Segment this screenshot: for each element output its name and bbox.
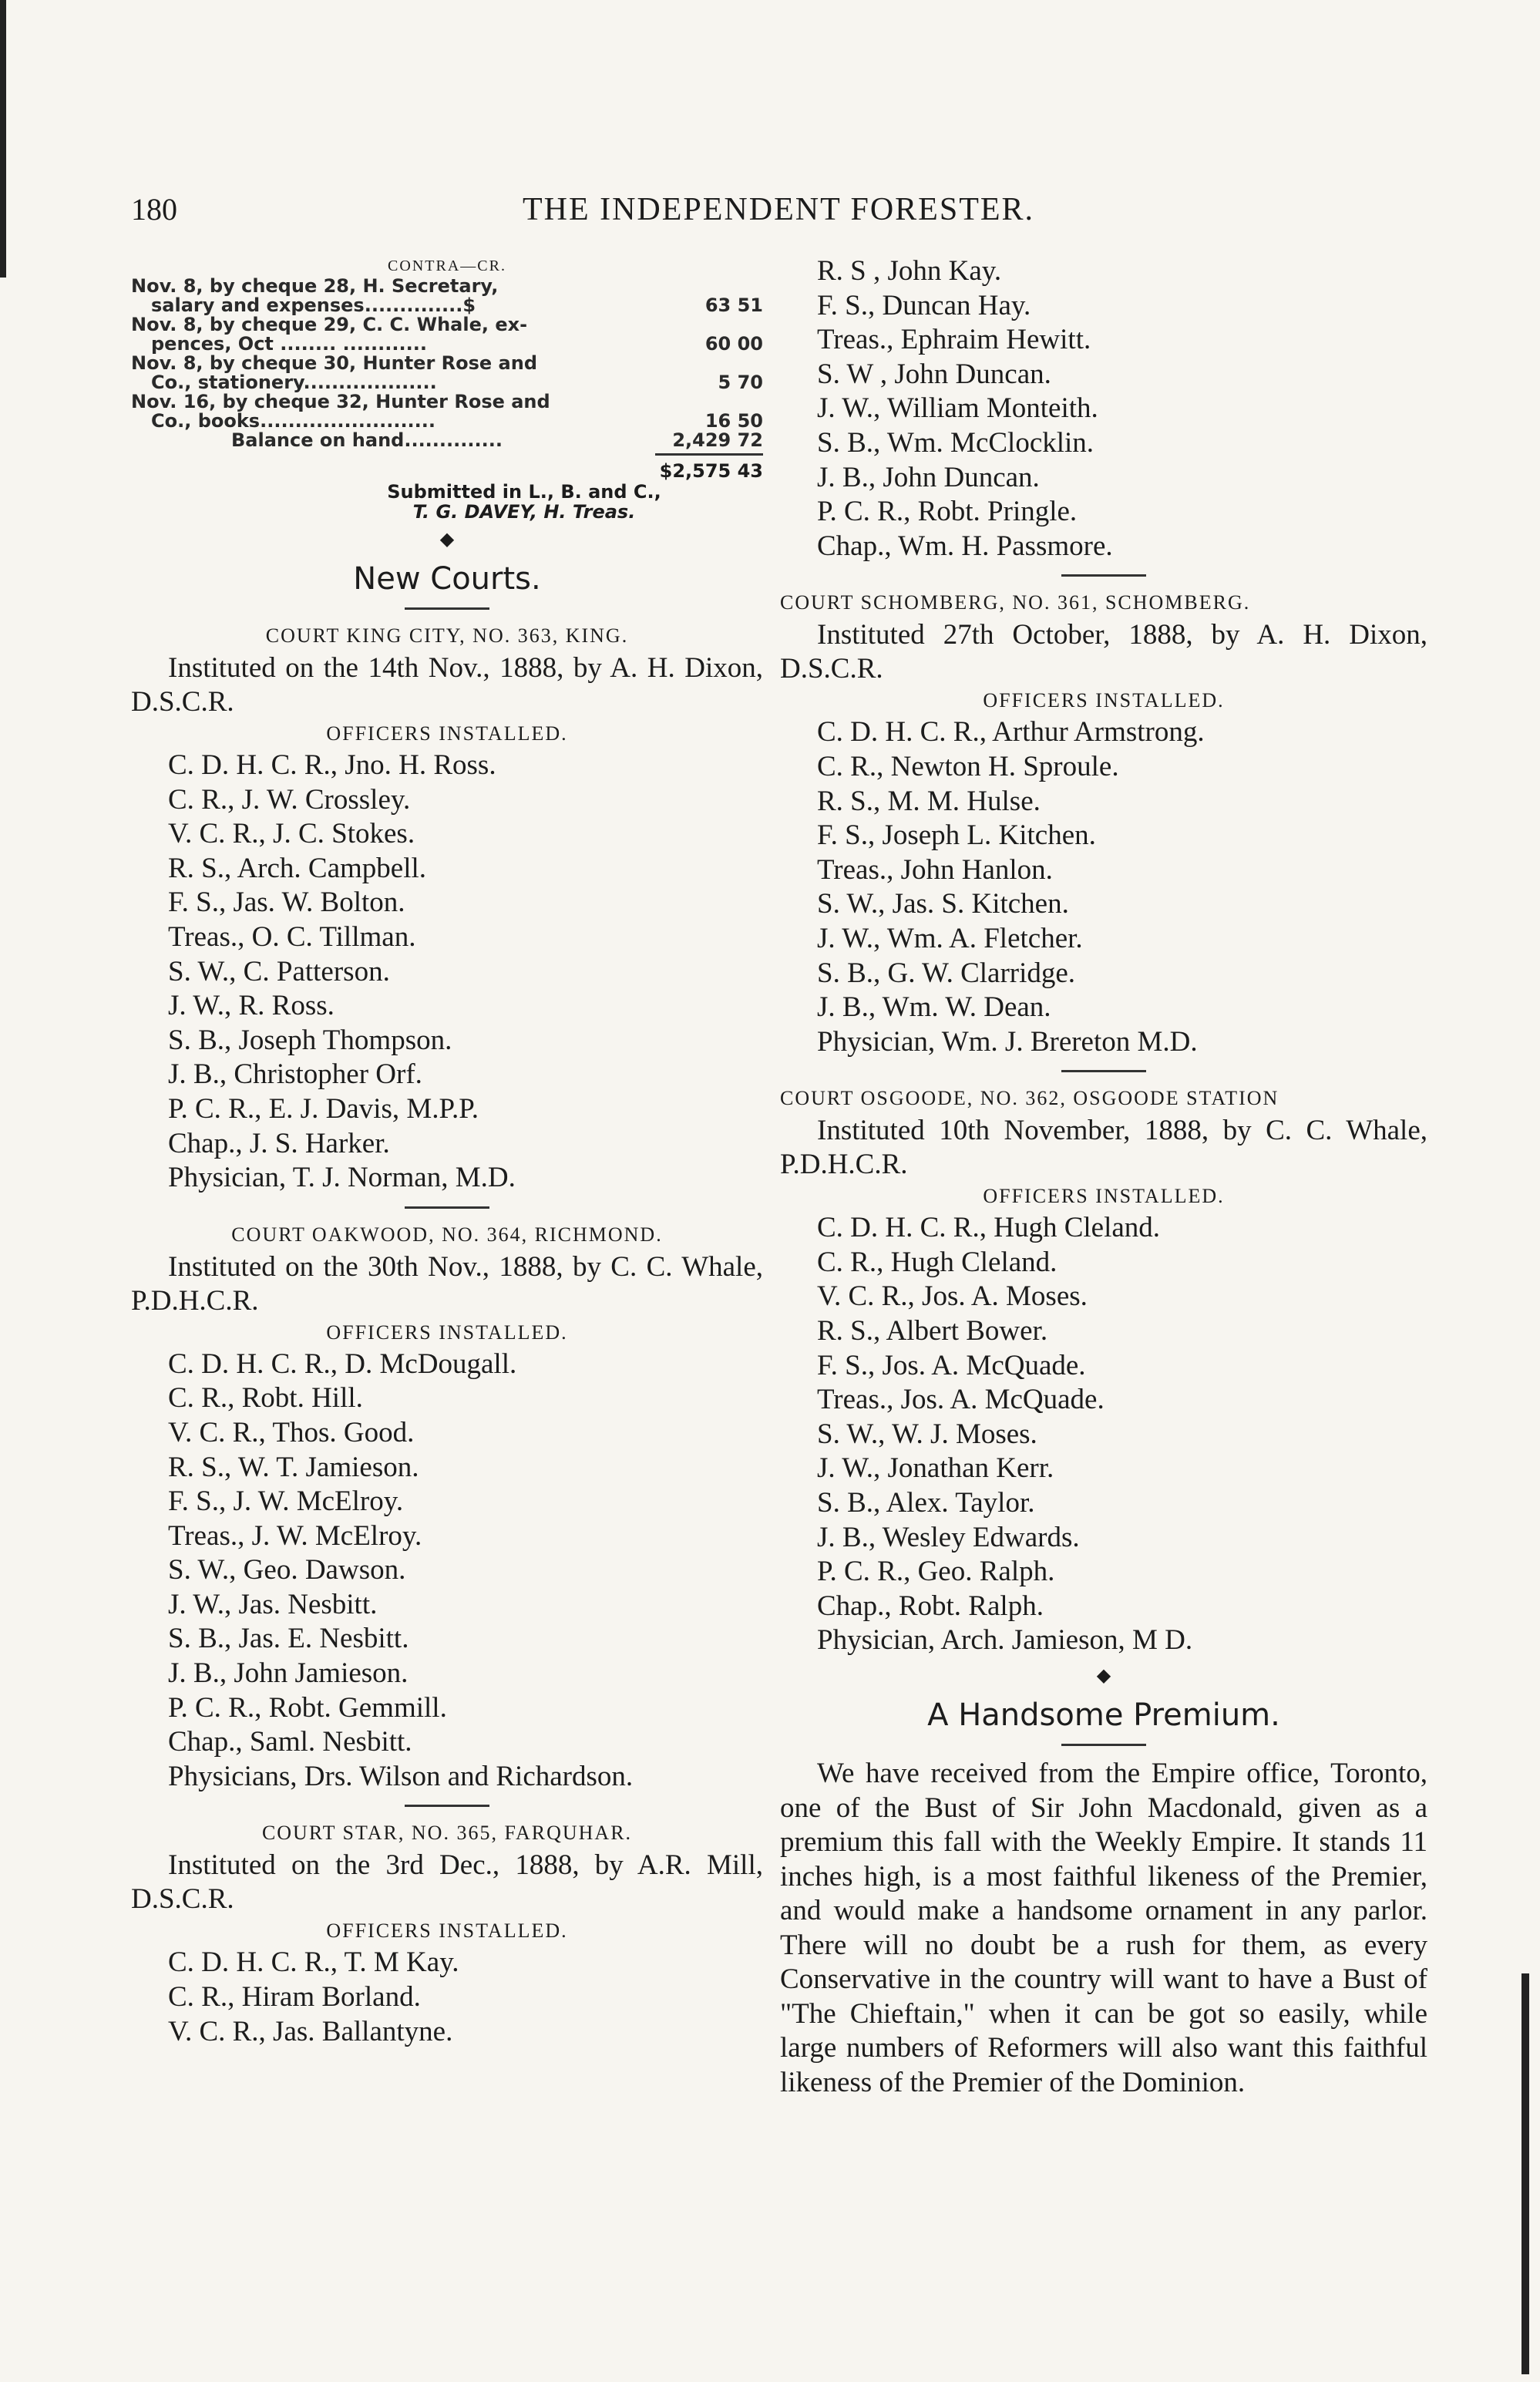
- officer-line: J. W., R. Ross.: [168, 990, 335, 1022]
- officer-line: Treas., O. C. Tillman.: [168, 920, 416, 953]
- court-heading: COURT STAR, NO. 365, FARQUHAR.: [261, 1822, 633, 1845]
- officers-heading: OFFICERS INSTALLED.: [983, 1185, 1225, 1208]
- officer-line: C. R., Hugh Cleland.: [817, 1246, 1057, 1278]
- officer-line: S. W., C. Patterson.: [168, 955, 390, 987]
- instituted-text: Instituted on the 14th Nov., 1888, by A. H. Dixon, D.S.C.R.: [131, 652, 763, 718]
- ledger-text: Co., books.........................: [151, 412, 436, 431]
- ledger-line: [131, 431, 763, 450]
- left-column: [131, 254, 763, 2049]
- officer-line: C. R., Newton H. Sproule.: [817, 750, 1119, 782]
- article-title: A Handsome Premium.: [927, 1697, 1280, 1733]
- ledger-amount: 60 00: [704, 333, 763, 355]
- ledger-text: Co., stationery...................: [151, 373, 437, 392]
- ledger-amount: [647, 392, 763, 412]
- officer-line: J. B., John Duncan.: [817, 461, 1040, 493]
- officer-line: V. C. R., Thos. Good.: [168, 1416, 415, 1448]
- instituted-text: Instituted on the 3rd Dec., 1888, by A.R. Mill, D.S.C.R.: [131, 1849, 763, 1916]
- right-courts: [780, 587, 1427, 1658]
- ledger-line: [131, 315, 763, 335]
- officer-line: Treas., J. W. McElroy.: [168, 1519, 422, 1552]
- officer-line: S. W , John Duncan.: [817, 358, 1051, 390]
- ledger-line: [131, 354, 763, 373]
- contra-heading: CONTRA—CR.: [388, 257, 506, 274]
- ledger-text: pences, Oct ........ ............: [151, 335, 427, 354]
- court-section: [131, 1818, 763, 2049]
- officer-line: C. D. H. C. R., Hugh Cleland.: [817, 1212, 1161, 1244]
- officer-line: P. C. R., Robt. Gemmill.: [168, 1691, 447, 1724]
- officer-line: J. W., Jonathan Kerr.: [817, 1452, 1054, 1485]
- ledger-line: [131, 277, 763, 296]
- officer-line: F. S., J. W. McElroy.: [168, 1485, 404, 1518]
- officer-line: S. B., Wm. McClocklin.: [817, 426, 1094, 459]
- ledger-amount: [647, 354, 763, 373]
- officer-line: J. W., William Monteith.: [817, 392, 1098, 425]
- officer-line: F. S., Duncan Hay.: [817, 289, 1031, 321]
- officer-line: S. B., Jas. E. Nesbitt.: [168, 1623, 409, 1655]
- officer-line: Treas., John Hanlon.: [817, 853, 1053, 886]
- officer-line: S. W., W. J. Moses.: [817, 1418, 1037, 1450]
- instituted-text: Instituted 10th November, 1888, by C. C. Whale, P.D.H.C.R.: [780, 1115, 1427, 1181]
- ledger-line: [131, 373, 763, 392]
- divider-rule: [1061, 1070, 1146, 1072]
- officer-line: R. S., Arch. Campbell.: [168, 852, 427, 884]
- divider-rule: [1061, 1744, 1146, 1746]
- ledger-text: Nov. 8, by cheque 30, Hunter Rose and: [131, 354, 537, 373]
- divider-rule: [1061, 574, 1146, 577]
- court-heading: COURT SCHOMBERG, NO. 361, SCHOMBERG.: [780, 591, 1251, 614]
- ledger-line: [131, 335, 763, 354]
- officer-line: C. R., J. W. Crossley.: [168, 783, 411, 816]
- officer-line: S. B., Alex. Taylor.: [817, 1487, 1035, 1519]
- ledger-text: Nov. 8, by cheque 29, C. C. Whale, ex-: [131, 315, 528, 335]
- court-section: [780, 1083, 1427, 1658]
- court-heading: COURT OAKWOOD, NO. 364, RICHMOND.: [231, 1223, 663, 1246]
- officer-line: Chap., Saml. Nesbitt.: [168, 1726, 412, 1758]
- officer-line: J. W., Wm. A. Fletcher.: [817, 922, 1083, 954]
- officer-line: J. W., Jas. Nesbitt.: [168, 1588, 378, 1620]
- officer-line: R. S., Albert Bower.: [817, 1315, 1048, 1347]
- officer-line: Physicians, Drs. Wilson and Richardson.: [168, 1760, 634, 1792]
- divider-rule: [405, 1805, 489, 1807]
- officer-line: P. C. R., Geo. Ralph.: [817, 1556, 1055, 1588]
- officer-line: V. C. R., Jos. A. Moses.: [817, 1280, 1088, 1313]
- officer-line: C. D. H. C. R., D. McDougall.: [168, 1347, 517, 1380]
- court-heading: COURT KING CITY, NO. 363, KING.: [265, 624, 629, 647]
- officer-line: P. C. R., Robt. Pringle.: [817, 496, 1078, 528]
- ledger-text: Nov. 16, by cheque 32, Hunter Rose and: [131, 392, 550, 412]
- officer-line: Physician, Arch. Jamieson, M D.: [817, 1624, 1193, 1657]
- instituted-text: Instituted 27th October, 1888, by A. H. Dixon, D.S.C.R.: [780, 619, 1427, 685]
- court-heading: COURT OSGOODE, NO. 362, OSGOODE STATION: [780, 1087, 1279, 1110]
- divider-rule: [405, 1206, 489, 1209]
- officer-line: F. S., Jas. W. Bolton.: [168, 887, 405, 919]
- officers-heading: OFFICERS INSTALLED.: [326, 1321, 568, 1344]
- contra-ledger: [131, 277, 763, 450]
- officer-line: S. B., G. W. Clarridge.: [817, 957, 1076, 989]
- page-header: [131, 185, 1426, 239]
- page-number: 180: [131, 192, 177, 227]
- officer-line: J. B., John Jamieson.: [168, 1657, 409, 1690]
- ledger-text: salary and expenses..............$: [151, 296, 476, 315]
- officer-line: Physician, Wm. J. Brereton M.D.: [817, 1025, 1198, 1058]
- court-section: [780, 587, 1427, 1059]
- officer-line: S. W., Geo. Dawson.: [168, 1554, 406, 1586]
- submitted-line: Submitted in L., B. and C.,: [387, 481, 661, 503]
- officer-line: Treas., Ephraim Hewitt.: [817, 324, 1091, 356]
- officer-line: Chap., Wm. H. Passmore.: [817, 530, 1113, 562]
- officer-line: C. R., Robt. Hill.: [168, 1382, 363, 1415]
- ledger-amount: [647, 277, 763, 296]
- ledger-line: [131, 412, 763, 431]
- officer-line: R. S., W. T. Jamieson.: [168, 1451, 419, 1483]
- ledger-amount: 2,429 72: [672, 429, 763, 451]
- officer-line: Chap., J. S. Harker.: [168, 1127, 390, 1159]
- officer-line: V. C. R., Jas. Ballantyne.: [168, 2015, 453, 2047]
- officer-line: Physician, T. J. Norman, M.D.: [168, 1162, 516, 1194]
- instituted-text: Instituted on the 30th Nov., 1888, by C. C. Whale, P.D.H.C.R.: [131, 1250, 763, 1317]
- officer-line: R. S., M. M. Hulse.: [817, 785, 1041, 817]
- ledger-text: Balance on hand..............: [231, 431, 503, 450]
- ledger-text: Nov. 8, by cheque 28, H. Secretary,: [131, 277, 499, 296]
- divider-rule: [405, 607, 489, 610]
- officer-line: P. C. R., E. J. Davis, M.P.P.: [168, 1092, 479, 1125]
- officer-line: C. D. H. C. R., Jno. H. Ross.: [168, 749, 496, 781]
- ledger-line: [131, 392, 763, 412]
- ornament-divider: ◆: [439, 530, 455, 550]
- officer-line: J. B., Christopher Orf.: [168, 1058, 422, 1091]
- officer-line: S. W., Jas. S. Kitchen.: [817, 888, 1069, 920]
- officer-line: S. B., Joseph Thompson.: [168, 1024, 452, 1056]
- left-courts: [131, 621, 763, 2049]
- scan-edge: [1522, 1973, 1529, 2374]
- journal-title: THE INDEPENDENT FORESTER.: [522, 192, 1035, 227]
- article-body: We have received from the Empire office, Toronto, one of the Bust of Sir John Macdonald, given as a premium this fall with the Weekly Empire. It stands 11 inches high, is a most faithful likeness of the Premier, and would make a handsome ornament in any parlor. There will no doubt be a rush for them, as every Conservative in the country will want to have a Bust of "The Chieftain," when it can be got so easily, while large numbers of Reformers will also want this faithful likeness of the Premier of the Dominion.: [780, 1758, 1427, 2098]
- officer-line: R. S , John Kay.: [817, 255, 1002, 287]
- officer-line: F. S., Joseph L. Kitchen.: [817, 819, 1096, 852]
- officer-line: C. D. H. C. R., T. M Kay.: [168, 1946, 459, 1979]
- right-column: [780, 254, 1427, 2100]
- ledger-amount: 5 70: [718, 372, 763, 393]
- officer-line: F. S., Jos. A. McQuade.: [817, 1349, 1086, 1381]
- officers-heading: OFFICERS INSTALLED.: [326, 1919, 568, 1943]
- officer-line: Chap., Robt. Ralph.: [817, 1590, 1044, 1622]
- officer-line: J. B., Wesley Edwards.: [817, 1521, 1080, 1553]
- officer-line: Treas., Jos. A. McQuade.: [817, 1384, 1105, 1416]
- officer-line: C. D. H. C. R., Arthur Armstrong.: [817, 716, 1205, 749]
- ledger-line: [131, 296, 763, 315]
- court-section: [131, 1220, 763, 1795]
- ledger-amount: [647, 315, 763, 335]
- continued-officers: [780, 254, 1427, 564]
- ornament-divider: ◆: [1096, 1666, 1111, 1686]
- section-title: New Courts.: [353, 561, 541, 597]
- officer-line: J. B., Wm. W. Dean.: [817, 991, 1051, 1024]
- officer-line: C. R., Hiram Borland.: [168, 1981, 421, 2014]
- court-section: [131, 621, 763, 1196]
- treasurer-signature: T. G. DAVEY, H. Treas.: [412, 501, 636, 523]
- officer-line: V. C. R., J. C. Stokes.: [168, 818, 415, 850]
- officers-heading: OFFICERS INSTALLED.: [983, 689, 1225, 712]
- officers-heading: OFFICERS INSTALLED.: [326, 722, 568, 745]
- ledger-total: $2,575 43: [131, 453, 763, 482]
- scan-edge: [0, 0, 6, 278]
- ledger-amount: 63 51: [704, 294, 763, 316]
- ledger-amount: 16 50: [704, 410, 763, 432]
